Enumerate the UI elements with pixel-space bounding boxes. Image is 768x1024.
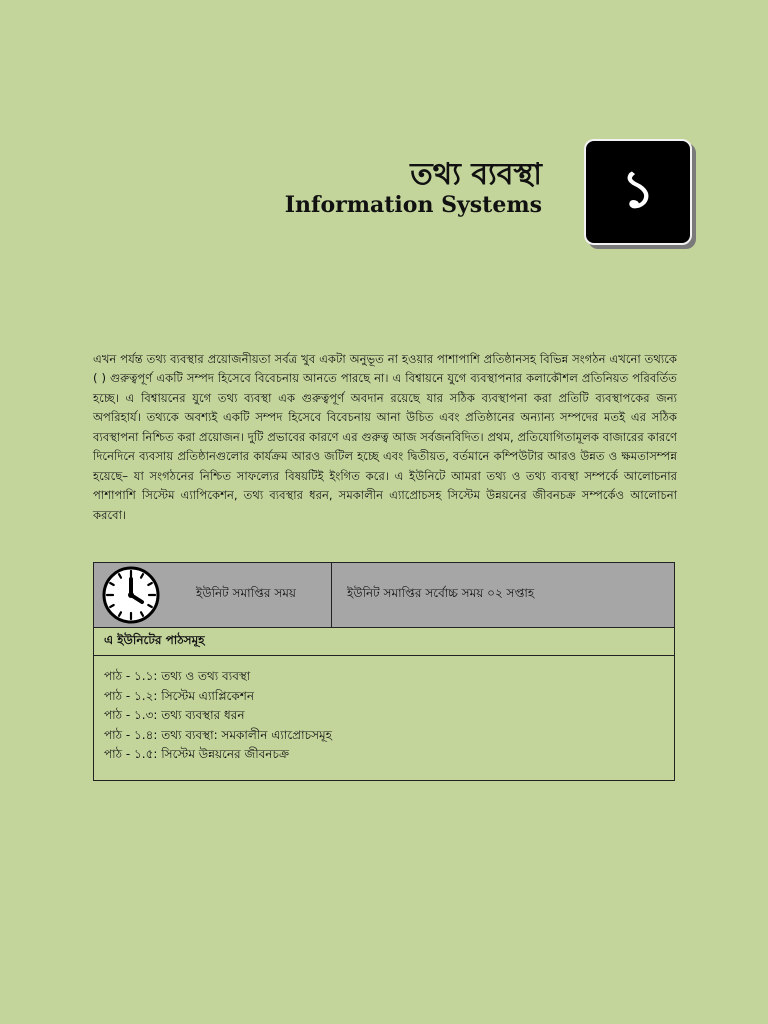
clock-icon (102, 566, 160, 624)
chapter-title-bengali: তথ্য ব্যবস্থা (410, 157, 542, 192)
unit-time-row (94, 563, 674, 628)
lesson-item: পাঠ - ১.২: সিস্টেম এ্যাপ্লিকেশন (104, 688, 255, 703)
lesson-item: পাঠ - ১.৪: তথ্য ব্যবস্থা: সমকালীন এ্যাপ্রোচসমূহ (104, 727, 332, 742)
unit-time-label: ইউনিট সমাপ্তির সময় (196, 586, 296, 600)
intro-paragraph: এখন পর্যন্ত তথ্য ব্যবস্থার প্রয়োজনীয়তা সর্বত্র খুব একটা অনুভূত না হওয়ার পাশাপাশি প্রতিষ্ঠানসহ বিভিন্ন সংগঠন এখনো তথ্যকে ( ) গুরুত্বপূর্ণ একটি সম্পদ হিসেবে বিবেচনায় আনতে পারছে না। এ বিশ্বায়নে যুগে ব্যবস্থাপনার কলাকৌশল প্রতিনিয়ত পরিবর্তিত হচ্ছে। এ বিশ্বায়নের যুগে তথ্য ব্যবস্থা এক গুরুত্বপূর্ণ অবদান রয়েছে যার সঠিক ব্যবস্থাপনা করা প্রতিটি ব্যবস্থাপকের জন্য অপরিহার্য। তথ্যকে অবশ্যই একটি সম্পদ হিসেবে বিবেচনায় আনা উচিত এবং প্রতিষ্ঠানের অন্যান্য সম্পদের মতই এর সঠিক ব্যবস্থাপনা নিশ্চিত করা প্রয়োজন। দুটি প্রভাবের কারণে এর গুরুত্ব আজ সর্বজনবিদিত। প্রথম, প্রতিযোগিতামূলক বাজারের কারণে দিনেদিনে ব্যবসায় প্রতিষ্ঠানগুলোর কার্যক্রম আরও জটিল হচ্ছে এবং দ্বিতীয়ত, বর্তমানে কম্পিউটার আরও উন্নত ও ক্ষমতাসম্পন্ন হয়েছে– যা সংগঠনের নিশ্চিত সাফল্যের বিষয়টিই ইংগিত করে। এ ইউনিটে আমরা তথ্য ও তথ্য ব্যবস্থা সম্পর্কে আলোচনার পাশাপাশি সিস্টেম এ্যাপিকেশন, তথ্য ব্যবস্থার ধরন, সমকালীন এ্যাপ্রোচসহ সিস্টেম উন্নয়নের জীবনচক্র সম্পর্কেও আলোচনা করবো। (93, 351, 677, 522)
unit-time-cell (94, 563, 332, 627)
unit-info-table (93, 562, 675, 781)
unit-number: ১ (621, 159, 655, 220)
unit-number-badge (584, 139, 692, 245)
unit-max-time: ইউনিট সমাপ্তির সর্বোচ্চ সময় ০২ সপ্তাহ (347, 586, 535, 600)
lessons-list (94, 656, 674, 765)
lesson-item: পাঠ - ১.৩: তথ্য ব্যবস্থার ধরন (104, 708, 245, 723)
lesson-item: পাঠ - ১.১: তথ্য ও তথ্য ব্যবস্থা (104, 669, 251, 683)
chapter-title-english: Information Systems (284, 192, 542, 218)
lesson-item: পাঠ - ১.৫: সিস্টেম উন্নয়নের জীবনচক্র (104, 747, 289, 762)
lessons-heading: এ ইউনিটের পাঠসমূহ (94, 628, 674, 656)
